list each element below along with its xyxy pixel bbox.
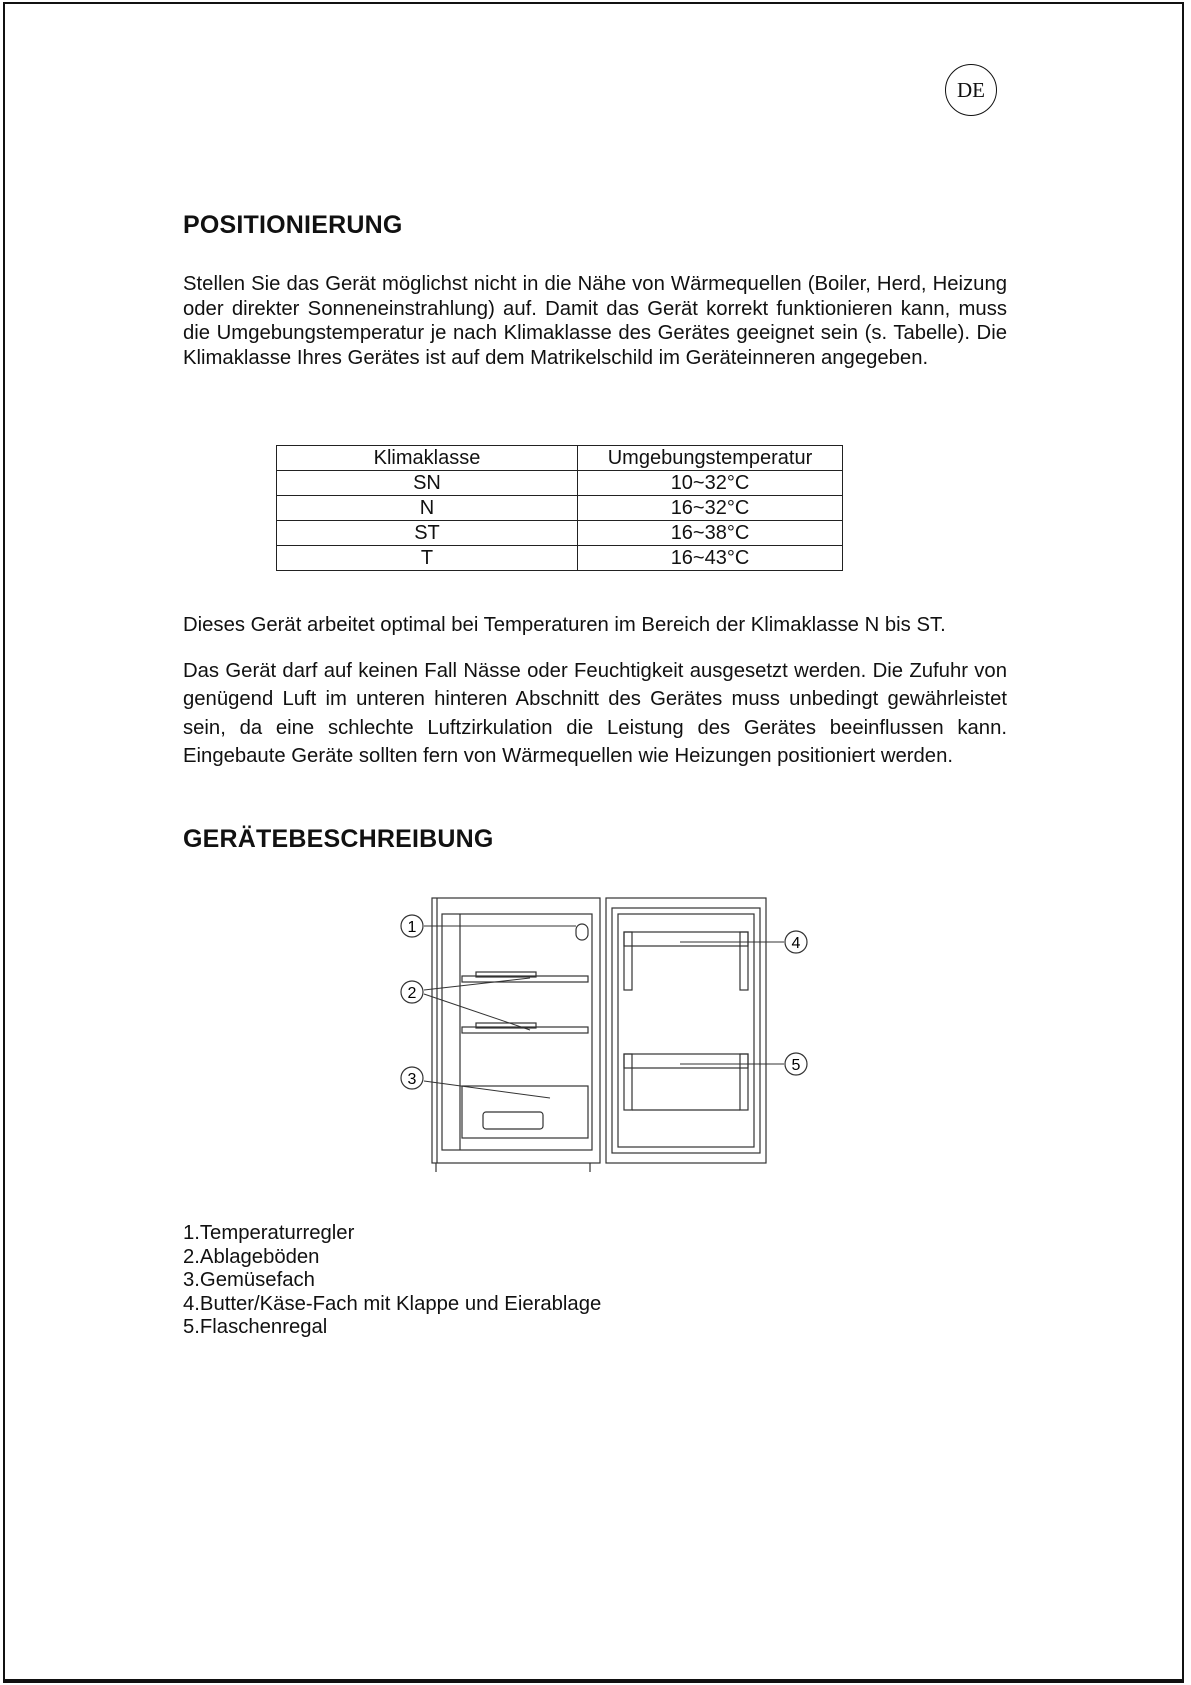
callout-label-5: 5 [791,1057,801,1074]
table-row [277,471,843,496]
table-row [277,521,843,546]
language-badge: DE [945,64,997,116]
table-cell: 16~43°C [578,546,843,571]
heading-positioning: POSITIONIERUNG [183,211,403,239]
table-row [277,546,843,571]
climate-class-table [276,445,843,571]
legend-item: 5.Flaschenregal [183,1316,328,1338]
table-header-cell: Umgebungstemperatur [578,446,843,471]
component-legend [183,1222,601,1340]
humidity-paragraph: Das Gerät darf auf keinen Fall Nässe oder Feuchtigkeit ausgesetzt werden. Die Zufuhr von genügend Luft im unteren hinteren Abschnitt des Gerätes muss unbedingt gewährleistet sein, da eine schlechte Luftzirkulation die Leistung des Gerätes beeinflussen kann. Eingebaute Geräte sollten fern von Wärmequellen wie Heizungen positioniert werden. [183,660,1007,767]
table-cell: 16~32°C [578,496,843,521]
callout-label-3: 3 [407,1071,417,1088]
table-cell: 16~38°C [578,521,843,546]
table-row [277,496,843,521]
table-cell: N [277,496,578,521]
callout-label-4: 4 [791,935,801,952]
legend-item: 4.Butter/Käse-Fach mit Klappe und Eierablage [183,1292,602,1315]
callout-label-1: 1 [407,919,417,936]
legend-item: 1.Temperaturregler [183,1222,355,1244]
callout-leader-lines [424,926,784,1098]
legend-item: 2.Ablageböden [183,1245,320,1268]
heading-device-description: GERÄTEBESCHREIBUNG [183,825,494,853]
positioning-intro-paragraph: Stellen Sie das Gerät möglichst nicht in die Nähe von Wärmequellen (Boiler, Herd, Heizung oder direkter Sonneneinstrahlung) auf. Damit das Gerät korrekt funktionieren kann, muss die Umgebungstemperatur je nach Klimaklasse des Gerätes geeignet sein (s. Tabelle). Die Klimaklasse Ihres Gerätes ist auf dem Matrikelschild im Geräteinneren angegeben. [183,273,1007,369]
fridge-diagram [380,890,830,1190]
table-cell: SN [277,471,578,496]
table-header-row [277,446,843,471]
table-cell: T [277,546,578,571]
callout-label-2: 2 [407,985,417,1002]
table-cell: ST [277,521,578,546]
page-frame [3,2,1184,1683]
fridge-cabinet [432,898,600,1172]
table-cell: 10~32°C [578,471,843,496]
legend-item: 3.Gemüsefach [183,1269,315,1291]
fridge-door [606,898,766,1163]
optimal-range-paragraph: Dieses Gerät arbeitet optimal bei Temperaturen im Bereich der Klimaklasse N bis ST. [183,614,946,636]
table-header-cell: Klimaklasse [277,446,578,471]
